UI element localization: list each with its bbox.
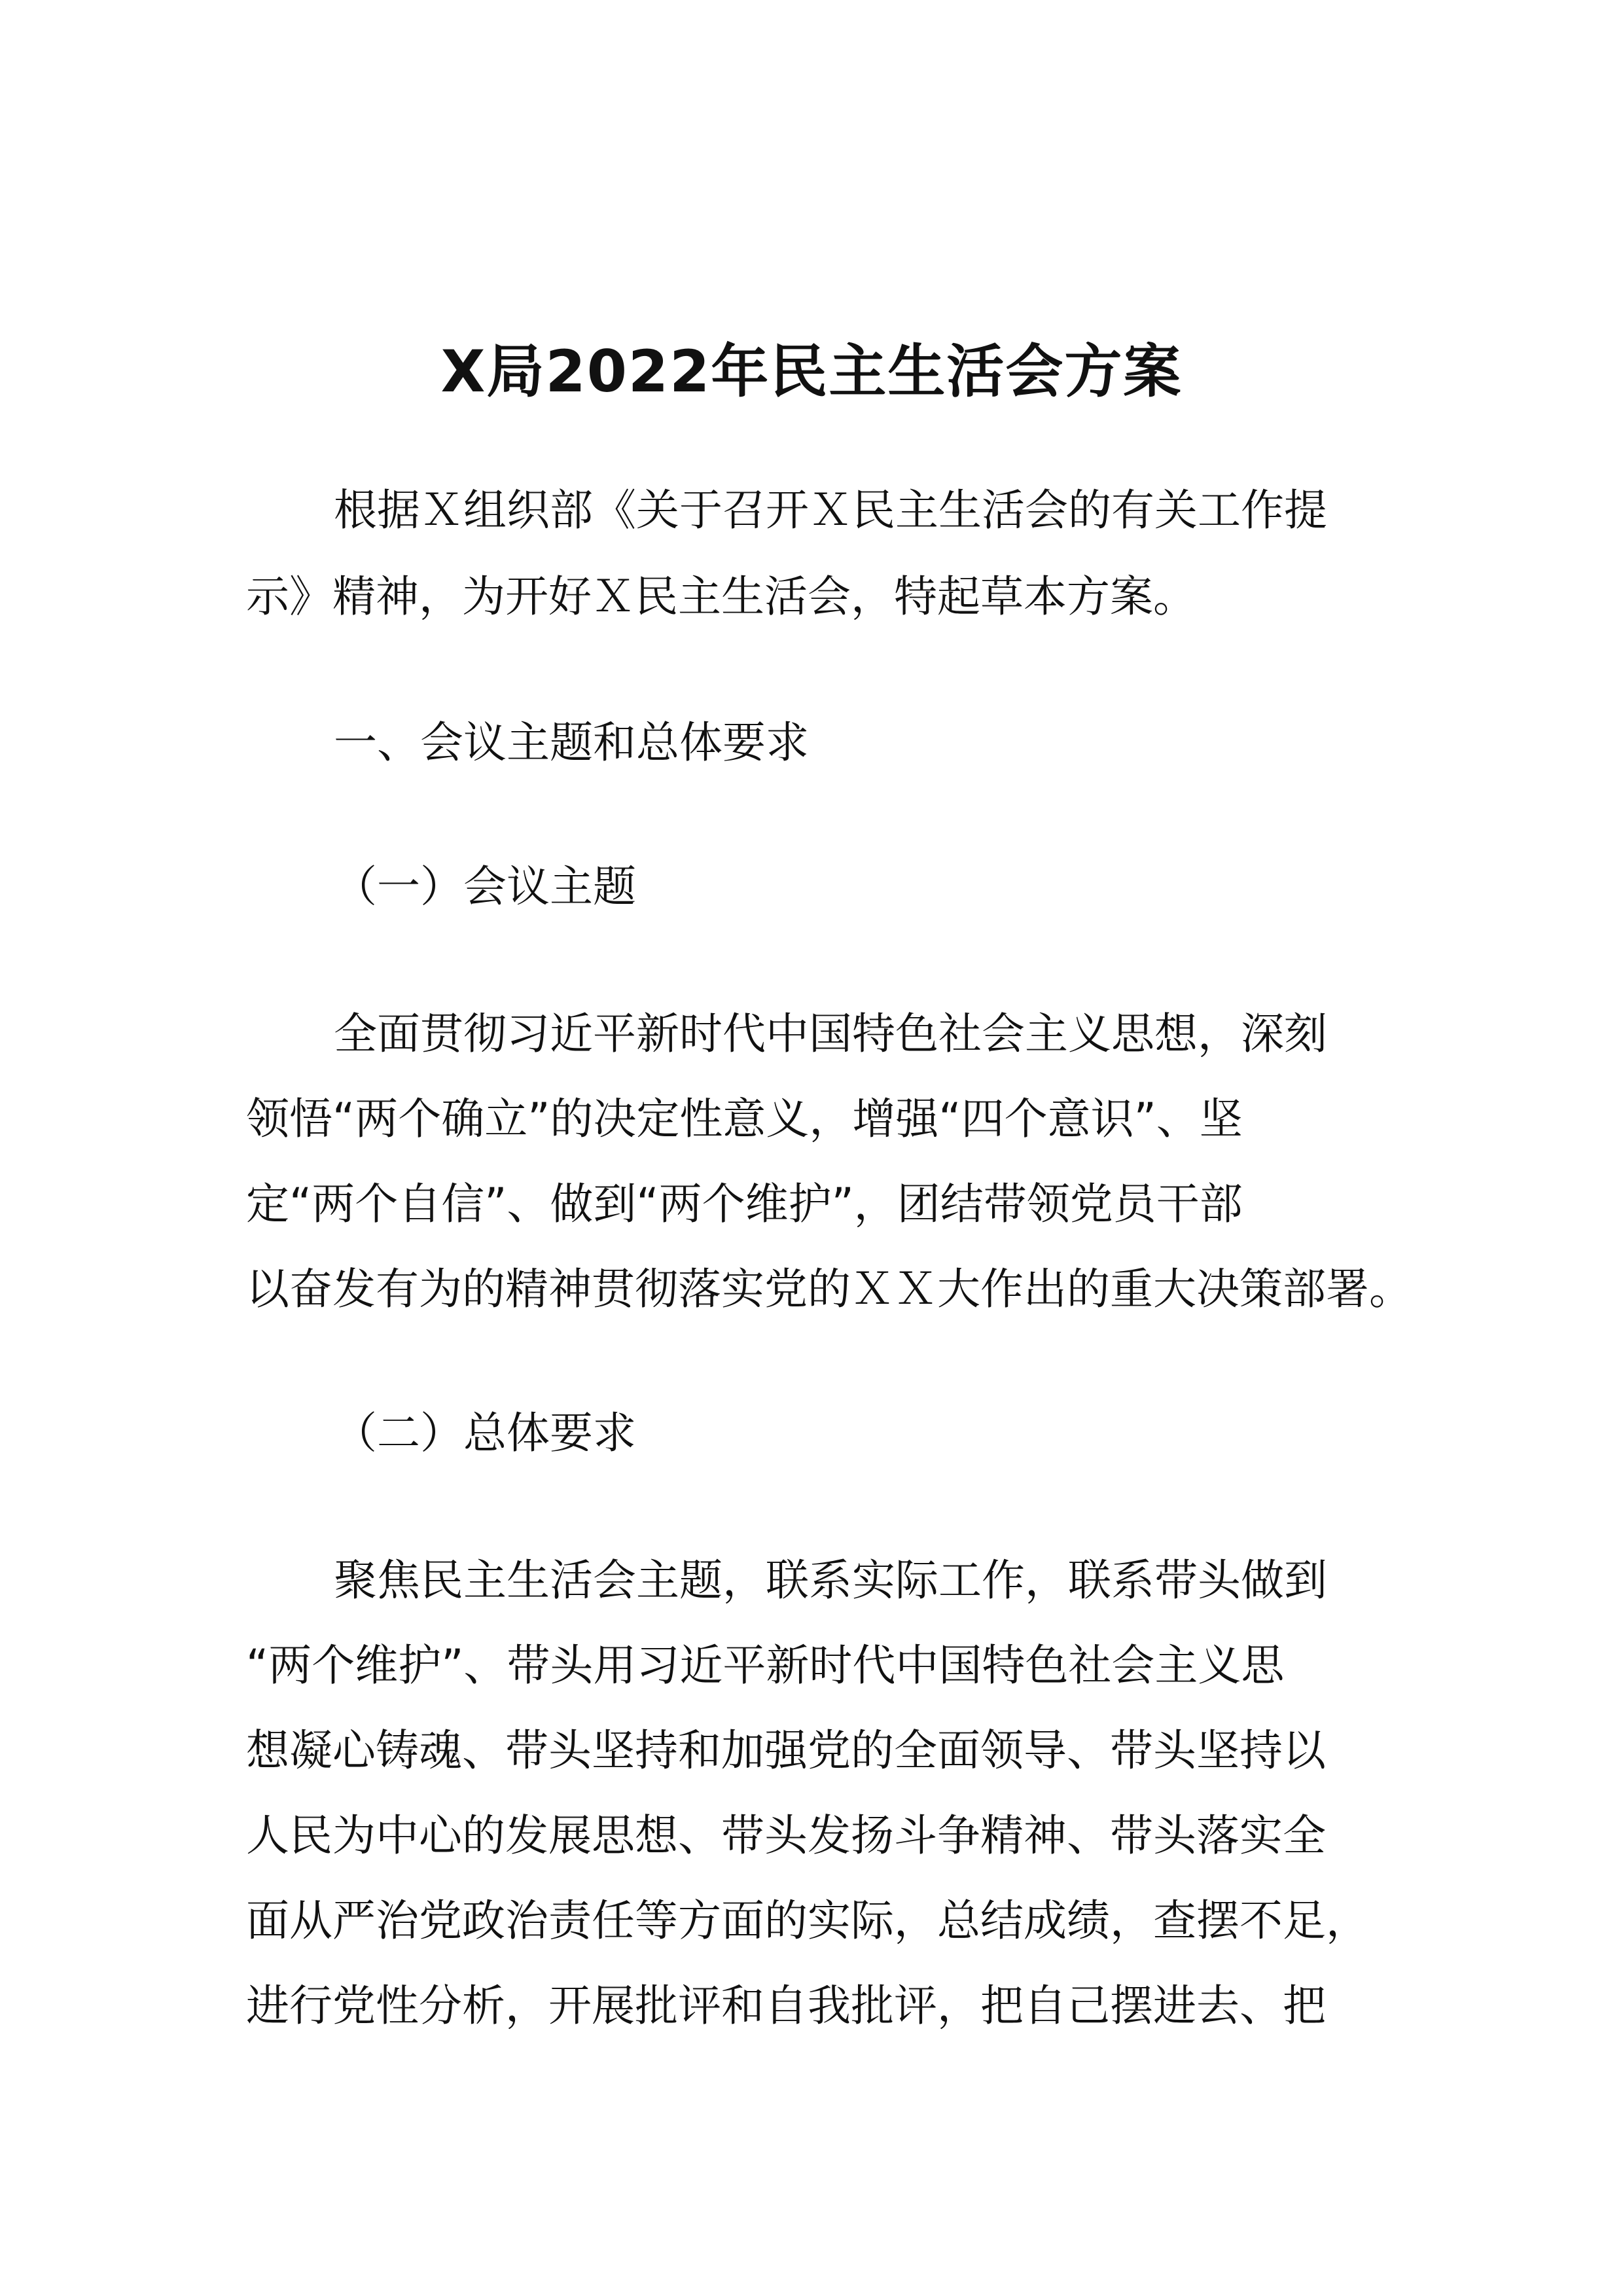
paragraph-line: 全面贯彻习近平新时代中国特色社会主义思想，深刻 bbox=[334, 1009, 1327, 1059]
paragraph-line: 示》精神，为开好Ｘ民主生活会，特起草本方案。 bbox=[246, 571, 1196, 622]
paragraph-line: 想凝心铸魂、带头坚持和加强党的全面领导、带头坚持以 bbox=[246, 1725, 1326, 1776]
paragraph-line: 进行党性分析，开展批评和自我批评，把自己摆进去、把 bbox=[246, 1981, 1326, 2031]
paragraph-line: 根据Ｘ组织部《关于召开Ｘ民主生活会的有关工作提 bbox=[334, 485, 1327, 535]
paragraph-line: 领悟“两个确立”的决定性意义，增强“四个意识”、坚 bbox=[246, 1094, 1243, 1144]
section-heading: 一、会议主题和总体要求 bbox=[334, 717, 809, 768]
paragraph-line: 以奋发有为的精神贯彻落实党的ＸＸ大作出的重大决策部署。 bbox=[246, 1264, 1412, 1314]
subsection-heading: （二）总体要求 bbox=[334, 1408, 636, 1458]
paragraph-line: 人民为中心的发展思想、带头发扬斗争精神、带头落实全 bbox=[246, 1810, 1326, 1861]
subsection-heading: （一）会议主题 bbox=[334, 861, 636, 912]
paragraph-line: 定“两个自信”、做到“两个维护”，团结带领党员干部 bbox=[246, 1179, 1243, 1229]
paragraph-line: 面从严治党政治责任等方面的实际，总结成绩，查摆不足， bbox=[246, 1895, 1369, 1946]
paragraph-line: 聚焦民主生活会主题，联系实际工作，联系带头做到 bbox=[334, 1555, 1327, 1605]
document-title: X局2022年民主生活会方案 bbox=[440, 338, 1183, 405]
paragraph-line: “两个维护”、带头用习近平新时代中国特色社会主义思 bbox=[246, 1640, 1285, 1691]
